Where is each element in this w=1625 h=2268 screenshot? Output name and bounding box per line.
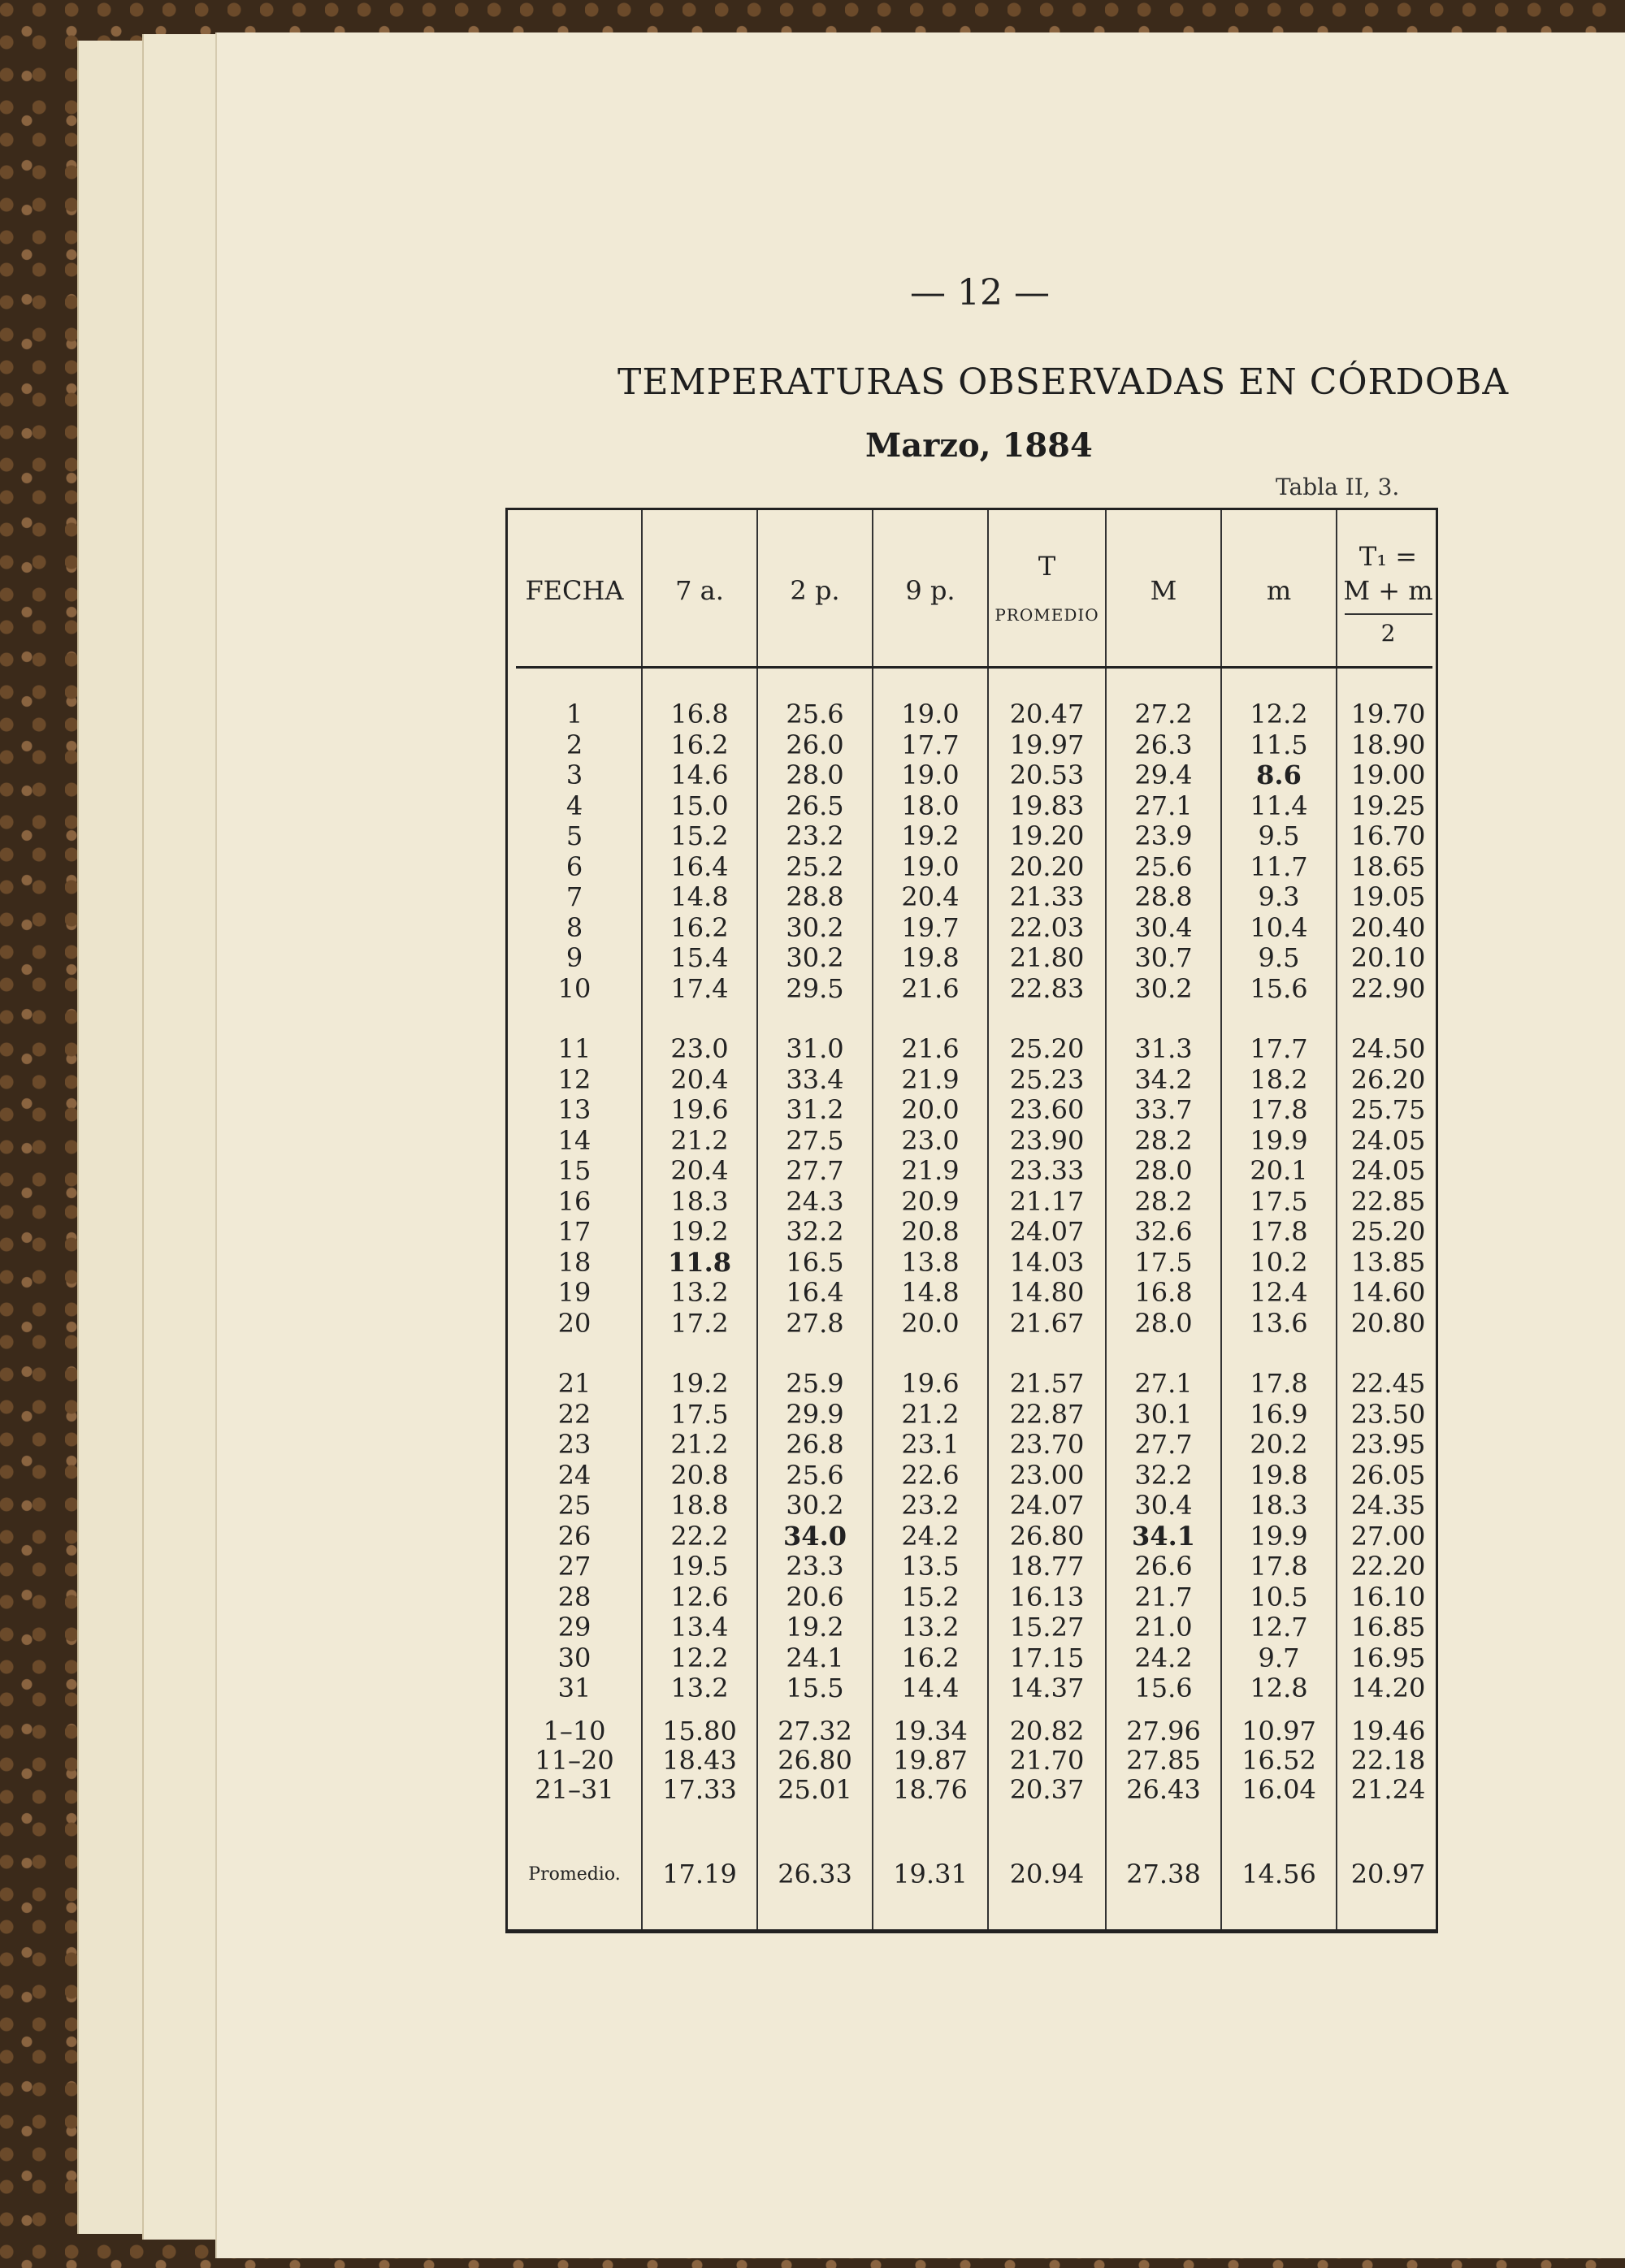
row-date: 4 (566, 790, 583, 821)
table-cell: 26.8 (786, 1429, 844, 1460)
table-cell: 24.05 (1350, 1155, 1426, 1186)
table-cell: 15.4 (670, 942, 729, 973)
table-cell: 23.2 (901, 1490, 960, 1521)
table-cell: 14.8 (670, 881, 729, 912)
table-cell: 28.8 (786, 881, 844, 912)
row-date: 5 (566, 820, 583, 851)
row-date: 1 (566, 699, 583, 729)
page-subtitle: Marzo, 1884 (865, 426, 1093, 465)
table-cell: 17.7 (901, 729, 960, 760)
table-cell: 12.7 (1250, 1612, 1308, 1643)
decade-cell: 10.97 (1242, 1716, 1316, 1746)
table-cell: 23.0 (670, 1033, 729, 1064)
table-cell: 25.75 (1350, 1094, 1426, 1125)
table-cell: 18.65 (1350, 850, 1426, 882)
table-cell: 15.5 (786, 1673, 844, 1703)
decade-cell: 18.43 (662, 1745, 737, 1776)
table-cell: 24.1 (786, 1642, 844, 1673)
header-fecha: FECHA (525, 575, 624, 606)
table-cell: 22.45 (1350, 1368, 1426, 1399)
table-cell: 20.4 (670, 1063, 729, 1095)
table-cell: 19.7 (901, 911, 960, 943)
table-cell: 23.33 (1009, 1155, 1085, 1186)
table-cell: 18.0 (901, 790, 960, 821)
table-cell: 26.20 (1350, 1063, 1426, 1095)
table-cell: 12.4 (1250, 1277, 1308, 1308)
promedio-7a: 17.19 (662, 1859, 737, 1889)
decade-cell: 16.04 (1242, 1774, 1316, 1805)
table-cell: 19.0 (901, 850, 960, 882)
table-cell: 20.47 (1009, 699, 1085, 729)
table-cell: 20.4 (670, 1155, 729, 1186)
table-cell: 12.6 (670, 1581, 729, 1612)
table-cell: 21.17 (1009, 1185, 1085, 1217)
table-cell: 24.3 (786, 1185, 844, 1217)
table-cell: 15.6 (1134, 1673, 1193, 1703)
table-cell: 12.2 (670, 1642, 729, 1673)
table-cell: 19.8 (1250, 1459, 1308, 1491)
table-cell: 28.2 (1134, 1185, 1193, 1217)
table-cell: 16.4 (786, 1277, 844, 1308)
table-cell: 13.2 (901, 1612, 960, 1643)
table-cell: 20.8 (901, 1216, 960, 1247)
table-cell: 21.67 (1009, 1307, 1085, 1339)
table-cell: 20.8 (670, 1459, 729, 1491)
table-cell: 13.6 (1250, 1307, 1308, 1339)
table-cell: 16.2 (670, 911, 729, 943)
decade-cell: 20.37 (1009, 1774, 1085, 1805)
table-cell: 23.00 (1009, 1459, 1085, 1491)
decade-cell: 19.46 (1350, 1716, 1426, 1746)
table-cell: 19.2 (670, 1216, 729, 1247)
table-cell: 19.20 (1009, 820, 1085, 851)
table-cell: 23.2 (786, 820, 844, 851)
table-cell: 22.20 (1350, 1551, 1426, 1582)
table-cell: 17.5 (670, 1398, 729, 1430)
decade-cell: 26.43 (1126, 1774, 1201, 1805)
table-cell: 10.4 (1250, 911, 1308, 943)
row-date: 6 (566, 850, 583, 882)
table-cell: 20.80 (1350, 1307, 1426, 1339)
table-cell: 21.2 (670, 1124, 729, 1156)
table-cell: 13.85 (1350, 1246, 1426, 1278)
row-date: 20 (557, 1307, 592, 1339)
header-min: m (1266, 575, 1292, 606)
table-cell: 21.9 (901, 1155, 960, 1186)
page-title: TEMPERATURAS OBSERVADAS EN CÓRDOBA (618, 361, 1510, 403)
table-cell: 24.2 (1134, 1642, 1193, 1673)
table-cell: 31.2 (786, 1094, 844, 1125)
table-cell: 28.0 (1134, 1307, 1193, 1339)
table-cell: 17.5 (1250, 1185, 1308, 1217)
table-cell: 13.2 (670, 1277, 729, 1308)
table-cell: 19.00 (1350, 760, 1426, 790)
table-cell: 27.7 (786, 1155, 844, 1186)
table-cell: 9.7 (1258, 1642, 1300, 1673)
table-cell: 30.2 (1134, 972, 1193, 1004)
row-date: 27 (557, 1551, 592, 1582)
table-cell: 26.6 (1134, 1551, 1193, 1582)
decade-label: 11–20 (535, 1745, 614, 1776)
promedio-label: Promedio. (528, 1864, 621, 1885)
table-cell: 27.7 (1134, 1429, 1193, 1460)
table-cell: 19.25 (1350, 790, 1426, 821)
table-cell: 26.5 (786, 790, 844, 821)
table-cell: 15.2 (901, 1581, 960, 1612)
table-cell: 11.8 (668, 1246, 731, 1278)
header-t: T (1038, 551, 1056, 582)
table-cell: 19.2 (670, 1368, 729, 1399)
table-cell: 21.80 (1009, 942, 1085, 973)
table-cell: 15.6 (1250, 972, 1308, 1004)
table-cell: 29.4 (1134, 760, 1193, 790)
table-cell: 34.1 (1132, 1520, 1195, 1552)
table-cell: 16.5 (786, 1246, 844, 1278)
table-cell: 21.6 (901, 1033, 960, 1064)
table-cell: 27.5 (786, 1124, 844, 1156)
table-cell: 14.20 (1350, 1673, 1426, 1703)
table-cell: 21.2 (901, 1398, 960, 1430)
table-cell: 17.8 (1250, 1216, 1308, 1247)
table-cell: 19.83 (1009, 790, 1085, 821)
table-cell: 16.8 (1134, 1277, 1193, 1308)
row-date: 22 (557, 1398, 592, 1430)
table-cell: 33.7 (1134, 1094, 1193, 1125)
table-cell: 23.0 (901, 1124, 960, 1156)
table-cell: 21.7 (1134, 1581, 1193, 1612)
table-cell: 27.2 (1134, 699, 1193, 729)
row-date: 19 (557, 1277, 592, 1308)
table-cell: 25.20 (1350, 1216, 1426, 1247)
table-cell: 30.2 (786, 1490, 844, 1521)
row-date: 21 (557, 1368, 592, 1399)
table-cell: 13.2 (670, 1673, 729, 1703)
table-cell: 16.2 (901, 1642, 960, 1673)
table-cell: 15.0 (670, 790, 729, 821)
table-cell: 13.4 (670, 1612, 729, 1643)
table-cell: 23.3 (786, 1551, 844, 1582)
promedio-t1: 20.97 (1350, 1859, 1426, 1889)
decade-cell: 26.80 (778, 1745, 852, 1776)
table-cell: 21.2 (670, 1429, 729, 1460)
table-cell: 17.5 (1134, 1246, 1193, 1278)
table-cell: 22.85 (1350, 1185, 1426, 1217)
table-cell: 19.70 (1350, 699, 1426, 729)
header-9p: 9 p. (905, 575, 956, 606)
decade-label: 21–31 (535, 1774, 614, 1805)
row-date: 10 (557, 972, 592, 1004)
table-cell: 19.2 (786, 1612, 844, 1643)
row-date: 23 (557, 1429, 592, 1460)
table-cell: 18.2 (1250, 1063, 1308, 1095)
row-date: 15 (557, 1155, 592, 1186)
decade-label: 1–10 (543, 1716, 606, 1746)
row-date: 3 (566, 760, 583, 790)
table-cell: 19.05 (1350, 881, 1426, 912)
table-cell: 23.9 (1134, 820, 1193, 851)
table-cell: 25.2 (786, 850, 844, 882)
row-date: 29 (557, 1612, 592, 1643)
table-cell: 16.70 (1350, 820, 1426, 851)
table-cell: 14.03 (1009, 1246, 1085, 1278)
table-cell: 18.90 (1350, 729, 1426, 760)
table-cell: 17.8 (1250, 1368, 1308, 1399)
row-date: 25 (557, 1490, 592, 1521)
table-cell: 28.2 (1134, 1124, 1193, 1156)
decade-cell: 22.18 (1350, 1745, 1426, 1776)
row-date: 30 (557, 1642, 592, 1673)
table-cell: 23.1 (901, 1429, 960, 1460)
table-cell: 20.1 (1250, 1155, 1308, 1186)
table-cell: 15.2 (670, 820, 729, 851)
table-cell: 30.4 (1134, 1490, 1193, 1521)
row-date: 8 (566, 911, 583, 943)
table-cell: 18.3 (1250, 1490, 1308, 1521)
table-cell: 14.6 (670, 760, 729, 790)
table-cell: 20.0 (901, 1307, 960, 1339)
table-cell: 22.6 (901, 1459, 960, 1491)
row-date: 12 (557, 1063, 592, 1095)
table-cell: 22.03 (1009, 911, 1085, 943)
table-cell: 13.8 (901, 1246, 960, 1278)
table-cell: 25.6 (786, 699, 844, 729)
table-cell: 20.4 (901, 881, 960, 912)
header-t1: T₁ = (1358, 541, 1418, 572)
table-cell: 14.4 (901, 1673, 960, 1703)
table-cell: 27.1 (1134, 790, 1193, 821)
table-cell: 23.90 (1009, 1124, 1085, 1156)
decade-cell: 16.52 (1242, 1745, 1316, 1776)
table-cell: 16.10 (1350, 1581, 1426, 1612)
table-cell: 12.8 (1250, 1673, 1308, 1703)
table-cell: 24.07 (1009, 1490, 1085, 1521)
table-cell: 20.20 (1009, 850, 1085, 882)
table-cell: 19.8 (901, 942, 960, 973)
table-cell: 14.60 (1350, 1277, 1426, 1308)
table-cell: 19.5 (670, 1551, 729, 1582)
table-cell: 25.9 (786, 1368, 844, 1399)
table-cell: 16.13 (1009, 1581, 1085, 1612)
decade-cell: 19.34 (893, 1716, 968, 1746)
table-cell: 24.2 (901, 1520, 960, 1552)
table-cell: 31.0 (786, 1033, 844, 1064)
table-cell: 30.1 (1134, 1398, 1193, 1430)
table-cell: 19.9 (1250, 1520, 1308, 1552)
table-cell: 16.95 (1350, 1642, 1426, 1673)
table-cell: 22.83 (1009, 972, 1085, 1004)
table-cell: 19.9 (1250, 1124, 1308, 1156)
table-cell: 25.23 (1009, 1063, 1085, 1095)
decade-cell: 20.82 (1009, 1716, 1085, 1746)
table-cell: 19.97 (1009, 729, 1085, 760)
decade-cell: 21.70 (1009, 1745, 1085, 1776)
table-cell: 34.0 (783, 1520, 847, 1552)
table-cell: 23.95 (1350, 1429, 1426, 1460)
table-cell: 17.2 (670, 1307, 729, 1339)
table-cell: 20.9 (901, 1185, 960, 1217)
table-cell: 30.7 (1134, 942, 1193, 973)
table-cell: 9.3 (1258, 881, 1300, 912)
table-cell: 24.07 (1009, 1216, 1085, 1247)
table-cell: 19.6 (901, 1368, 960, 1399)
table-cell: 14.80 (1009, 1277, 1085, 1308)
decade-cell: 27.32 (778, 1716, 852, 1746)
table-cell: 19.6 (670, 1094, 729, 1125)
header-2p: 2 p. (790, 575, 840, 606)
table-reference: Tabla II, 3. (1276, 474, 1400, 500)
table-cell: 11.4 (1250, 790, 1308, 821)
decade-cell: 15.80 (662, 1716, 737, 1746)
table-cell: 28.0 (1134, 1155, 1193, 1186)
table-cell: 14.8 (901, 1277, 960, 1308)
row-date: 11 (557, 1033, 592, 1064)
decade-cell: 27.85 (1126, 1745, 1201, 1776)
decade-cell: 17.33 (662, 1774, 737, 1805)
row-date: 16 (557, 1185, 592, 1217)
table-cell: 25.6 (1134, 850, 1193, 882)
table-cell: 28.8 (1134, 881, 1193, 912)
table-cell: 22.2 (670, 1520, 729, 1552)
promedio-2p: 26.33 (778, 1859, 852, 1889)
table-cell: 13.5 (901, 1551, 960, 1582)
table-cell: 23.50 (1350, 1398, 1426, 1430)
header-promedio: PROMEDIO (994, 605, 1099, 625)
table-cell: 21.9 (901, 1063, 960, 1095)
table-cell: 14.37 (1009, 1673, 1085, 1703)
table-cell: 12.2 (1250, 699, 1308, 729)
table-cell: 26.80 (1009, 1520, 1085, 1552)
row-date: 26 (557, 1520, 592, 1552)
table-cell: 27.1 (1134, 1368, 1193, 1399)
table-cell: 32.2 (786, 1216, 844, 1247)
table-cell: 32.6 (1134, 1216, 1193, 1247)
row-date: 31 (557, 1673, 592, 1703)
table-cell: 29.9 (786, 1398, 844, 1430)
table-cell: 31.3 (1134, 1033, 1193, 1064)
table-cell: 30.4 (1134, 911, 1193, 943)
table-cell: 16.2 (670, 729, 729, 760)
table-cell: 27.8 (786, 1307, 844, 1339)
table-cell: 20.6 (786, 1581, 844, 1612)
table-cell: 19.0 (901, 760, 960, 790)
row-date: 9 (566, 942, 583, 973)
table-cell: 16.85 (1350, 1612, 1426, 1643)
promedio-max: 27.38 (1126, 1859, 1201, 1889)
table-cell: 11.7 (1250, 850, 1308, 882)
table-cell: 21.6 (901, 972, 960, 1004)
temperature-table (505, 508, 1438, 1933)
table-cell: 24.35 (1350, 1490, 1426, 1521)
table-cell: 25.20 (1009, 1033, 1085, 1064)
table-cell: 21.0 (1134, 1612, 1193, 1643)
promedio-min: 14.56 (1242, 1859, 1316, 1889)
table-cell: 16.8 (670, 699, 729, 729)
table-cell: 10.5 (1250, 1581, 1308, 1612)
table-cell: 20.53 (1009, 760, 1085, 790)
row-date: 18 (557, 1246, 592, 1278)
row-date: 2 (566, 729, 583, 760)
table-cell: 24.05 (1350, 1124, 1426, 1156)
table-cell: 19.2 (901, 820, 960, 851)
page-number: — 12 — (910, 272, 1050, 314)
table-cell: 25.6 (786, 1459, 844, 1491)
table-cell: 24.50 (1350, 1033, 1426, 1064)
table-cell: 22.90 (1350, 972, 1426, 1004)
table-cell: 19.0 (901, 699, 960, 729)
decade-cell: 19.87 (893, 1745, 968, 1776)
table-cell: 28.0 (786, 760, 844, 790)
row-date: 14 (557, 1124, 592, 1156)
table-cell: 33.4 (786, 1063, 844, 1095)
row-date: 13 (557, 1094, 592, 1125)
table-cell: 21.33 (1009, 881, 1085, 912)
table-cell: 10.2 (1250, 1246, 1308, 1278)
row-date: 24 (557, 1459, 592, 1491)
table-cell: 11.5 (1250, 729, 1308, 760)
table-cell: 26.3 (1134, 729, 1193, 760)
table-cell: 23.60 (1009, 1094, 1085, 1125)
table-cell: 17.8 (1250, 1551, 1308, 1582)
table-cell: 16.9 (1250, 1398, 1308, 1430)
table-cell: 17.8 (1250, 1094, 1308, 1125)
table-cell: 26.05 (1350, 1459, 1426, 1491)
table-cell: 27.00 (1350, 1520, 1426, 1552)
promedio-t: 20.94 (1009, 1859, 1085, 1889)
table-cell: 17.15 (1009, 1642, 1085, 1673)
table-cell: 18.3 (670, 1185, 729, 1217)
table-cell: 30.2 (786, 911, 844, 943)
table-cell: 20.2 (1250, 1429, 1308, 1460)
table-cell: 16.4 (670, 850, 729, 882)
table-cell: 30.2 (786, 942, 844, 973)
table-cell: 18.77 (1009, 1551, 1085, 1582)
row-date: 17 (557, 1216, 592, 1247)
table-cell: 26.0 (786, 729, 844, 760)
decade-cell: 25.01 (778, 1774, 852, 1805)
table-cell: 23.70 (1009, 1429, 1085, 1460)
table-cell: 22.87 (1009, 1398, 1085, 1430)
header-t1-formula: M + m (1343, 575, 1433, 606)
table-cell: 9.5 (1258, 820, 1300, 851)
decade-cell: 21.24 (1350, 1774, 1426, 1805)
table-cell: 20.10 (1350, 942, 1426, 973)
decade-cell: 18.76 (893, 1774, 968, 1805)
table-cell: 29.5 (786, 972, 844, 1004)
table-cell: 21.57 (1009, 1368, 1085, 1399)
table-cell: 20.40 (1350, 911, 1426, 943)
table-cell: 8.6 (1256, 760, 1302, 790)
table-cell: 34.2 (1134, 1063, 1193, 1095)
row-date: 28 (557, 1581, 592, 1612)
header-t1-divisor: 2 (1380, 620, 1396, 647)
row-date: 7 (566, 881, 583, 912)
header-max: M (1150, 575, 1177, 606)
table-cell: 32.2 (1134, 1459, 1193, 1491)
table-cell: 17.7 (1250, 1033, 1308, 1064)
table-cell: 9.5 (1258, 942, 1300, 973)
table-cell: 15.27 (1009, 1612, 1085, 1643)
promedio-9p: 19.31 (893, 1859, 968, 1889)
table-cell: 18.8 (670, 1490, 729, 1521)
table-cell: 20.0 (901, 1094, 960, 1125)
header-7a: 7 a. (675, 575, 724, 606)
decade-cell: 27.96 (1126, 1716, 1201, 1746)
table-cell: 17.4 (670, 972, 729, 1004)
